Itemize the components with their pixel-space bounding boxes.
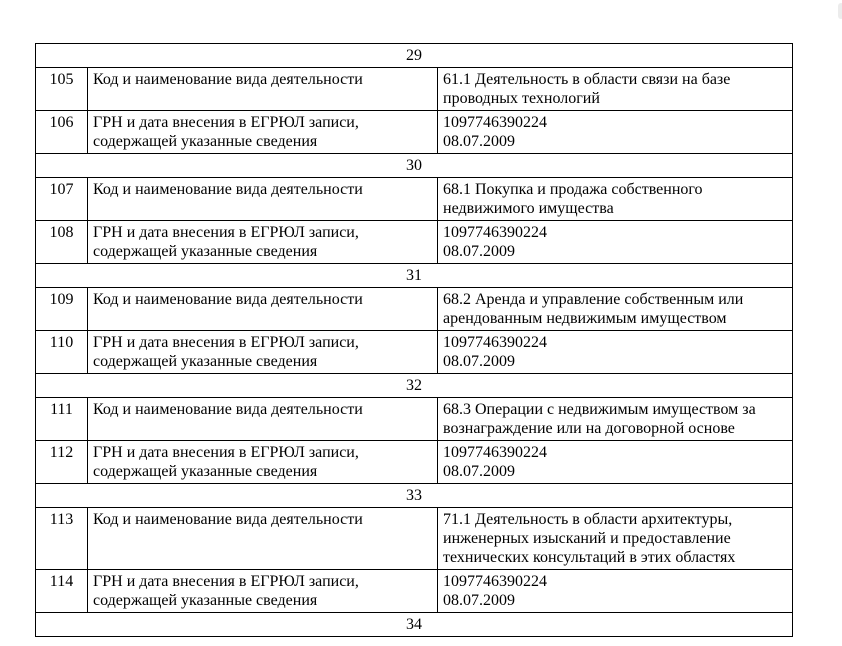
table-row: [36, 221, 793, 264]
table-row: [36, 331, 793, 374]
row-number: 112: [36, 441, 88, 484]
row-label: Код и наименование вида деятельности: [88, 68, 438, 111]
egrul-table: [35, 43, 793, 637]
row-number: 107: [36, 178, 88, 221]
row-value: 68.2 Аренда и управление собственным или арендованным недвижимым имуществом: [438, 288, 793, 331]
grn-number: 1097746390224: [443, 334, 547, 351]
grn-date: 08.07.2009: [443, 463, 515, 480]
section-number: 34: [36, 613, 793, 637]
row-number: 108: [36, 221, 88, 264]
section-header-row: [36, 264, 793, 288]
grn-number: 1097746390224: [443, 224, 547, 241]
row-value: 71.1 Деятельность в области архитектуры, инженерных изысканий и предоставление технических консультаций в этих областях: [438, 508, 793, 570]
section-number: 33: [36, 484, 793, 508]
row-number: 111: [36, 398, 88, 441]
row-label: ГРН и дата внесения в ЕГРЮЛ записи, содержащей указанные сведения: [88, 331, 438, 374]
row-value: [438, 570, 793, 613]
row-number: 114: [36, 570, 88, 613]
grn-number: 1097746390224: [443, 114, 547, 131]
row-label: Код и наименование вида деятельности: [88, 398, 438, 441]
section-number: 32: [36, 374, 793, 398]
row-label: Код и наименование вида деятельности: [88, 508, 438, 570]
section-header-row: [36, 484, 793, 508]
row-value: [438, 221, 793, 264]
section-header-row: [36, 374, 793, 398]
row-value: 68.3 Операции с недвижимым имуществом за вознаграждение или на договорной основе: [438, 398, 793, 441]
table-row: [36, 398, 793, 441]
grn-date: 08.07.2009: [443, 243, 515, 260]
grn-date: 08.07.2009: [443, 133, 515, 150]
row-value: [438, 441, 793, 484]
section-header-row: [36, 154, 793, 178]
row-number: 113: [36, 508, 88, 570]
table-row: [36, 288, 793, 331]
table-row: [36, 441, 793, 484]
section-number: 31: [36, 264, 793, 288]
row-label: Код и наименование вида деятельности: [88, 288, 438, 331]
row-label: Код и наименование вида деятельности: [88, 178, 438, 221]
section-number: 29: [36, 44, 793, 68]
row-number: 106: [36, 111, 88, 154]
row-label: ГРН и дата внесения в ЕГРЮЛ записи, содержащей указанные сведения: [88, 221, 438, 264]
row-value: 61.1 Деятельность в области связи на базе проводных технологий: [438, 68, 793, 111]
section-header-row: [36, 44, 793, 68]
table-row: [36, 570, 793, 613]
grn-date: 08.07.2009: [443, 592, 515, 609]
table-row: [36, 68, 793, 111]
table-row: [36, 111, 793, 154]
row-value: [438, 331, 793, 374]
row-number: 109: [36, 288, 88, 331]
row-number: 105: [36, 68, 88, 111]
row-number: 110: [36, 331, 88, 374]
table-row: [36, 508, 793, 570]
row-value: [438, 111, 793, 154]
section-number: 30: [36, 154, 793, 178]
scrollbar-thumb-remnant: [838, 3, 842, 19]
row-label: ГРН и дата внесения в ЕГРЮЛ записи, содержащей указанные сведения: [88, 111, 438, 154]
grn-number: 1097746390224: [443, 444, 547, 461]
row-value: 68.1 Покупка и продажа собственного недвижимого имущества: [438, 178, 793, 221]
table-row: [36, 178, 793, 221]
section-header-row: [36, 613, 793, 637]
row-label: ГРН и дата внесения в ЕГРЮЛ записи, содержащей указанные сведения: [88, 570, 438, 613]
grn-number: 1097746390224: [443, 573, 547, 590]
egrul-table-container: [35, 43, 792, 637]
row-label: ГРН и дата внесения в ЕГРЮЛ записи, содержащей указанные сведения: [88, 441, 438, 484]
grn-date: 08.07.2009: [443, 353, 515, 370]
